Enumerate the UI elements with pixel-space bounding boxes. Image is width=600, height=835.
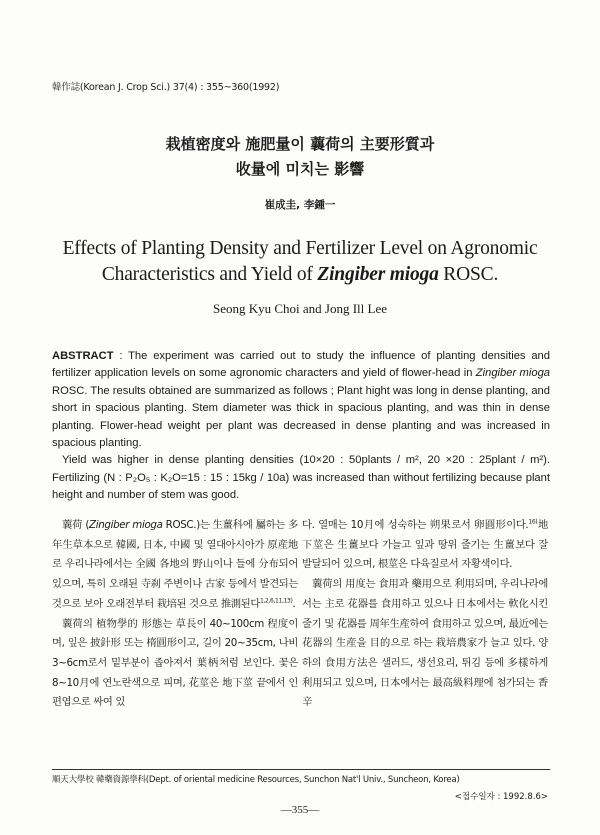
body-text: 다. 열매는 10月에 성숙하는 朔果로서 卵圓形이다. — [302, 519, 529, 531]
abstract-paragraph-2: Yield was higher in dense planting densities (10×20 : 50plants / m², 20 ×20 : 25plant / m²). Fertilizing (N : P₂O₅ : K₂O=15 : 15 : 15kg / 10a) was increased than without fertilizing because plant height and number of stem was good. — [52, 454, 550, 502]
english-title-line-1: Effects of Planting Density and Fertilizer Level on Agronomic — [62, 238, 538, 259]
abstract-separator: : — [113, 350, 129, 362]
footnote-divider — [52, 769, 550, 770]
received-date: <접수일자 : 1992.8.6> — [454, 792, 548, 802]
abstract-paragraph-1 — [52, 348, 550, 452]
page-number: —355— — [280, 804, 320, 816]
body-paragraph — [52, 516, 298, 615]
english-title-line-2 — [0, 264, 600, 286]
affiliation-footnote: 順天大學校 韓藥資源學科(Dept. of oriental medicine Resources, Sunchon Nat'l Univ., Suncheon, Korea) — [52, 775, 460, 785]
citation-ref: 16) — [528, 518, 538, 526]
abstract-species: Zingiber mioga — [475, 367, 551, 380]
korean-title-line-2: 收量에 미치는 影響 — [235, 160, 365, 178]
citation-ref: 1,2,6,11,13) — [259, 597, 293, 605]
korean-authors: 崔成圭, 李鍾一 — [264, 199, 336, 211]
abstract-text-1b: ROSC. The results obtained are summarized as follows ; Plant hight was long in dense planting, and short in spacious planting. Stem diameter was thick in spacious planting, and was thin in dense planting. Flower-head weight per plant was decreased in dense planting and was increased in spacious planting. — [52, 384, 550, 450]
english-title-suffix: ROSC. — [438, 264, 499, 285]
body-column-right — [302, 516, 548, 713]
body-paragraph — [302, 516, 548, 575]
body-text: ROSC.)는 生薑科에 屬하는 多年生草本으로 韓國, 日本, 中國 및 열대아시아가 原産地로 우리나라에서는 全國 各地의 野山이나 들에 分布되어 있으며, 특히 오래된 寺刹 주변이나 古家 등에서 발견되는것으로 보아 오래전부터 栽培된 것으로 推測된다 — [52, 519, 299, 610]
english-title-species: Zingiber mioga — [317, 264, 439, 285]
body-paragraph: 蘘荷의 用度는 食用과 藥用으로 利用되며, 우리나라에서는 主로 花器를 食用하고 있으나 日本에서는 軟化시킨 줄기 및 花器를 周年生産하여 食用하고 있으며, 最近에는 花器의 生産을 目的으로 하는 栽培農家가 늘고 있다. 양하의 食用方法은 샐러드, 생선요리, 튀김 등에 多樣하게 利用되고 있으며, 日本에서는 最高級料理에 첨가되는 香辛 — [302, 578, 548, 709]
journal-reference: 韓作誌(Korean J. Crop Sci.) 37(4) : 355~360(1992) — [52, 82, 280, 93]
body-text: 地下莖은 生薑보다 가늘고 잎과 땅위 줄기는 生薑보다 잘 발달되어 있으며, 根莖은 다육질로서 자황색이다. — [302, 519, 548, 571]
english-authors: Seong Kyu Choi and Jong Ill Lee — [212, 301, 388, 316]
body-text: 蘘荷 ( — [62, 519, 90, 531]
abstract — [52, 348, 550, 505]
abstract-label: ABSTRACT — [52, 350, 114, 362]
body-column-left — [52, 516, 298, 713]
korean-title-line-1: 栽植密度와 施肥量이 蘘荷의 主要形質과 — [165, 135, 435, 153]
body-paragraph: 蘘荷의 植物學的 形態는 草長이 40~100cm 程度이며, 잎은 披針形 또는 楕圓形이고, 길이 20~35cm, 나비 3~6cm로서 밑부분이 좁아져서 葉柄처럼 보인다. 꽃은 8~10月에 연노란색으로 피며, 花莖은 地下莖 끝에서 인편엽으로 싸여 있 — [52, 617, 298, 709]
english-title-prefix: Characteristics and Yield of — [101, 264, 318, 285]
abstract-text-1a: The experiment was carried out to study the influence of planting densities and fertilizer application levels on some agronomic characters and yield of flower-head in — [52, 350, 550, 380]
body-text: . — [292, 597, 296, 610]
body-species: Zingiber mioga — [89, 519, 163, 531]
